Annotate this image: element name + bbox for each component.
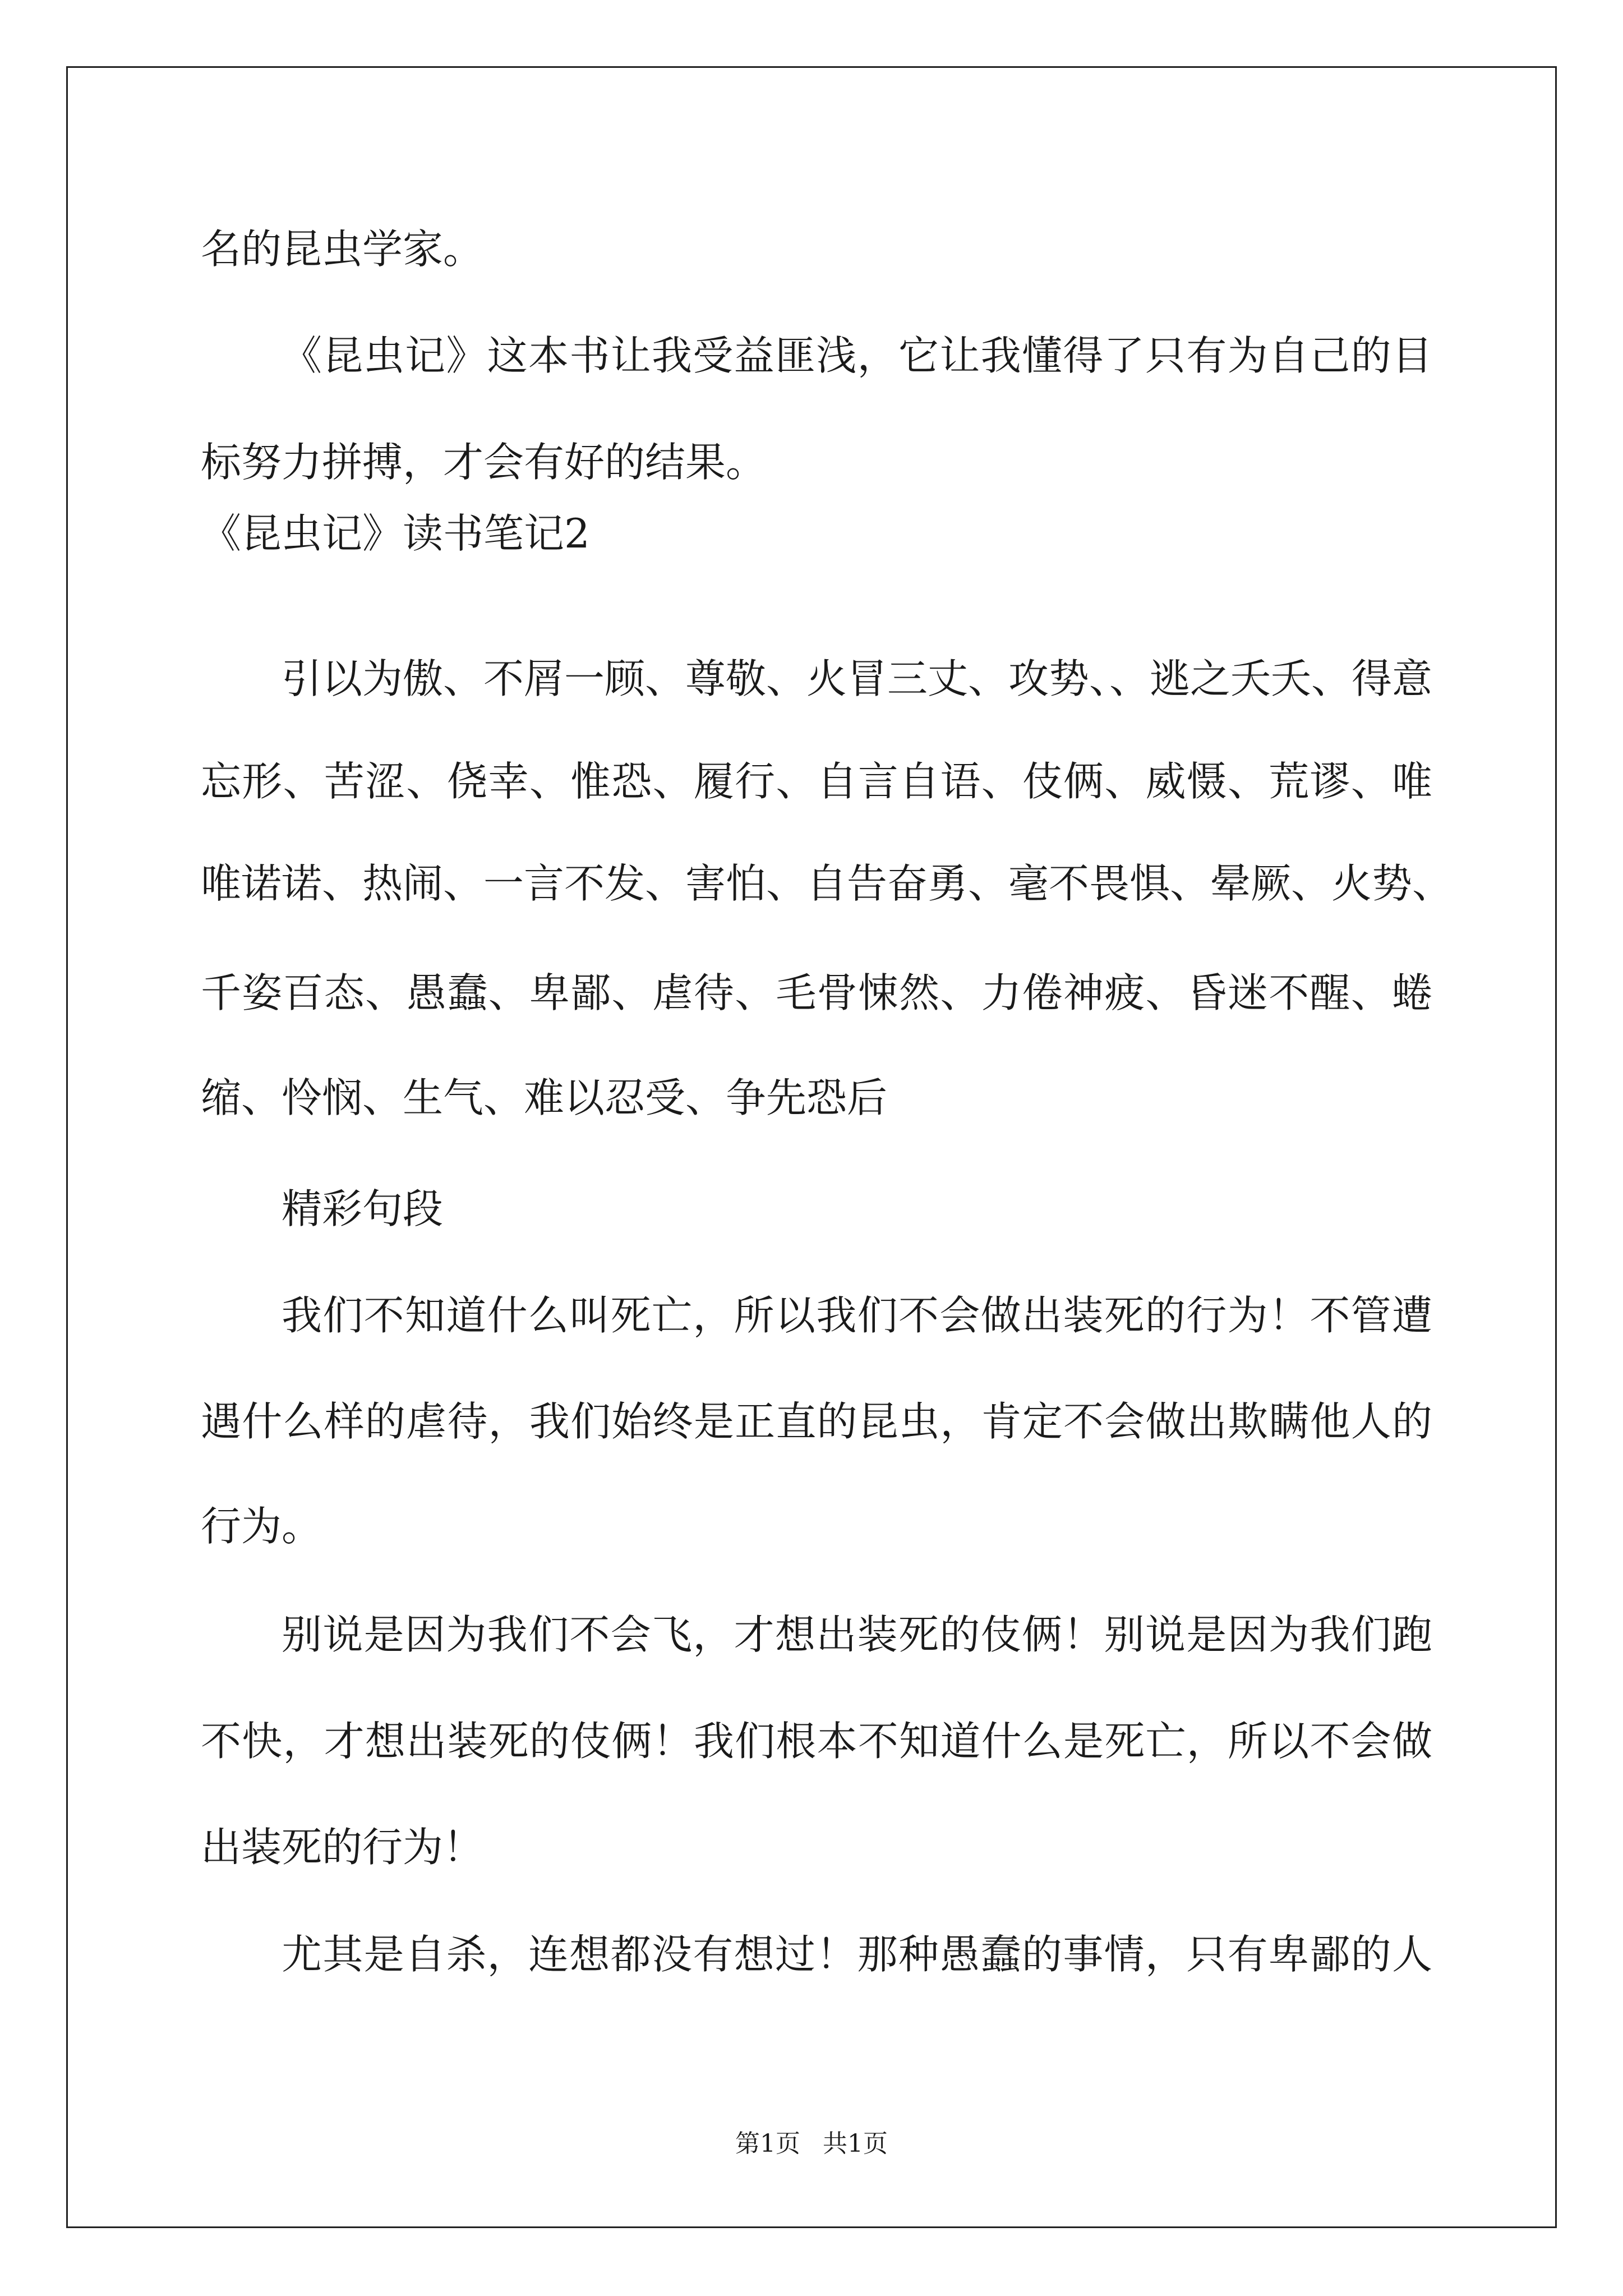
text-line: 忘形、苦涩、侥幸、惟恐、履行、自言自语、伎俩、威慑、荒谬、唯 bbox=[201, 758, 1432, 805]
text-line: 别说是因为我们不会飞，才想出装死的伎俩！别说是因为我们跑 bbox=[282, 1611, 1432, 1658]
page-total: 共1页 bbox=[823, 2129, 888, 2158]
text-line: 缩、怜悯、生气、难以忍受、争先恐后 bbox=[201, 1074, 888, 1121]
page-border bbox=[66, 66, 1557, 2228]
subheading: 精彩句段 bbox=[282, 1185, 444, 1232]
text-line: 《昆虫记》这本书让我受益匪浅，它让我懂得了只有为自己的目 bbox=[282, 332, 1432, 379]
text-line: 尤其是自杀，连想都没有想过！那种愚蠢的事情，只有卑鄙的人 bbox=[282, 1931, 1432, 1978]
text-line: 千姿百态、愚蠢、卑鄙、虐待、毛骨悚然、力倦神疲、昏迷不醒、蜷 bbox=[201, 969, 1432, 1016]
text-line: 不快，才想出装死的伎俩！我们根本不知道什么是死亡，所以不会做 bbox=[201, 1718, 1432, 1765]
page-number: 第1页 bbox=[735, 2129, 800, 2158]
text-line: 遇什么样的虐待，我们始终是正直的昆虫，肯定不会做出欺瞒他人的 bbox=[201, 1398, 1432, 1445]
text-line: 出装死的行为！ bbox=[201, 1824, 484, 1871]
text-line: 引以为傲、不屑一顾、尊敬、火冒三丈、攻势、、逃之夭夭、得意 bbox=[282, 655, 1433, 702]
text-line: 行为。 bbox=[201, 1503, 322, 1550]
text-line: 我们不知道什么叫死亡，所以我们不会做出装死的行为！不管遭 bbox=[282, 1292, 1432, 1339]
text-line: 标努力拼搏，才会有好的结果。 bbox=[201, 439, 767, 486]
page-footer bbox=[0, 2127, 1623, 2161]
text-line: 名的昆虫学家。 bbox=[201, 226, 484, 273]
text-line: 唯诺诺、热闹、一言不发、害怕、自告奋勇、毫不畏惧、晕厥、火势、 bbox=[201, 860, 1453, 907]
section-heading: 《昆虫记》读书笔记2 bbox=[201, 510, 590, 557]
